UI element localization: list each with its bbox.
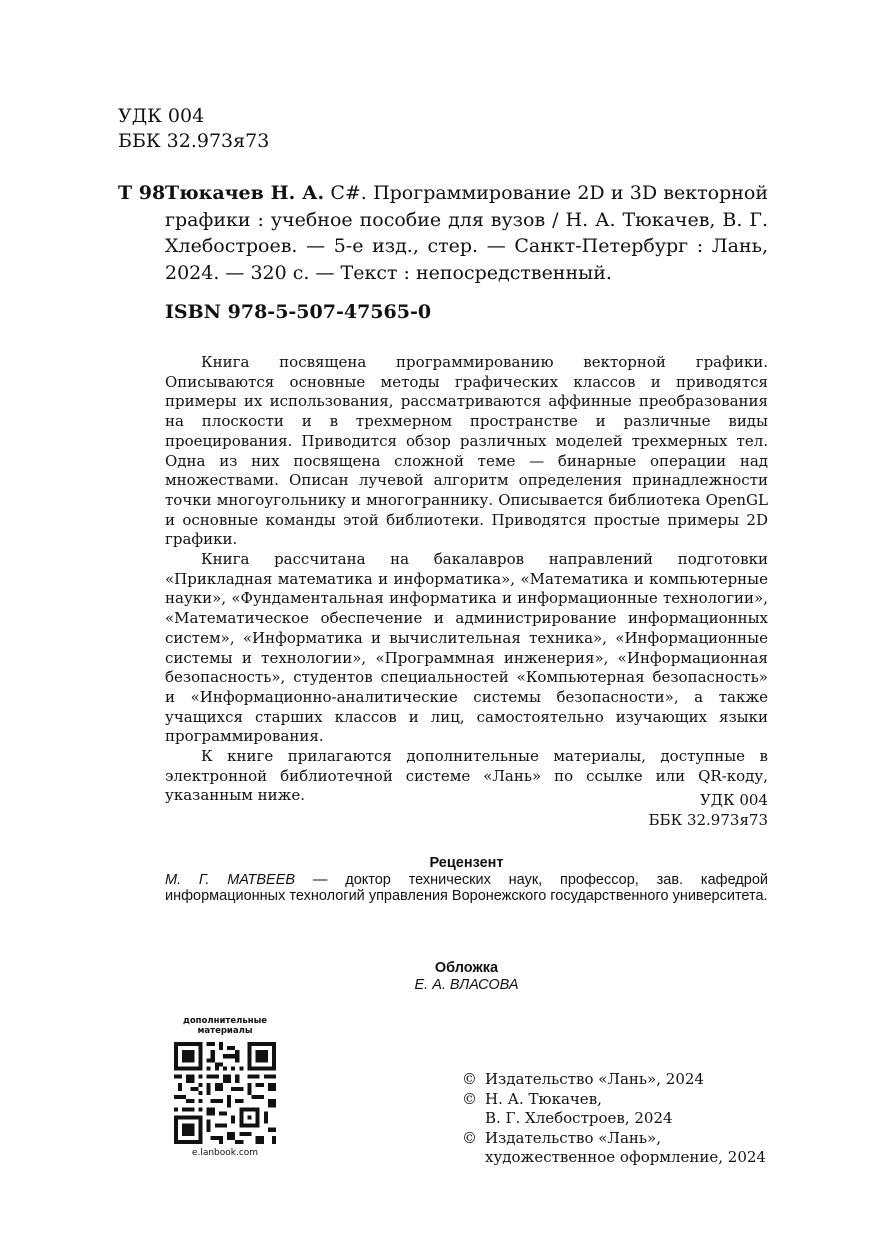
annotation-paragraph: Книга рассчитана на бакалавров направлений подготовки «Прикладная математика и информатика», «Математика и компьютерные науки», «Фундаментальная информатика и информационные технологии», «Математическое обеспечение и администрирование информационных систем», «Информатика и вычислительная техника», «Информационные системы и технологии», «Программная инженерия», «Информационная безопасность», студентов специальностей «Компьютерная безопасность» и «Информационно-аналитические системы безопасности», а также учащихся старших классов и лиц, самостоятельно изучающих языки программирования. (165, 550, 768, 746)
qr-caption-line: материалы (197, 1026, 253, 1036)
bbk-code: ББК 32.973я73 (118, 130, 270, 152)
cover-designer: Е. А. ВЛАСОВА (414, 977, 519, 993)
copyright-line: художественное оформление, 2024 (485, 1148, 766, 1166)
copyright-line: В. Г. Хлебостроев, 2024 (485, 1109, 673, 1127)
copyright-symbol: © (462, 1070, 477, 1088)
qr-caption-line: дополнительные (182, 1016, 268, 1026)
copyright-symbol: © (462, 1089, 477, 1108)
cover-heading: Обложка (434, 960, 499, 976)
cover-section (165, 960, 768, 994)
bibliographic-description: C#. Программирование 2D и 3D векторной графики : учебное пособие для вузов / Н. А. Тюкачев, В. Г. Хлебостроев. — 5-е изд., стер. — Санкт-Петербург : Лань, 2024. — 320 с. — Текст : непосредственный. (165, 182, 768, 284)
qr-block (168, 1016, 282, 1159)
qr-caption (168, 1016, 282, 1036)
annotation-paragraph: Книга посвящена программированию векторной графики. Описываются основные методы графических классов и приводятся примеры их использования, рассматриваются аффинные преобразования на плоскости и в трехмерном пространстве и различные виды проецирования. Приводится обзор различных моделей трехмерных тел. Одна из них посвящена сложной теме — бинарные операции над множествами. Описан лучевой алгоритм определения принадлежности точки многоугольнику и многограннику. Описывается библиотека OpenGL и основные команды этой библиотеки. Приводятся простые примеры 2D графики. (165, 353, 768, 549)
udk-bbk-top (118, 104, 269, 154)
qr-url[interactable]: e.lanbook.com (191, 1148, 259, 1158)
reviewer-text (165, 872, 768, 905)
author-mark: Т 98 (118, 182, 166, 204)
copyright-line: Н. А. Тюкачев, (485, 1089, 602, 1108)
udk-code: УДК 004 (118, 105, 205, 127)
udk-bbk-bottom (649, 790, 768, 830)
author-name: Тюкачев Н. А. (165, 182, 325, 204)
reviewer-description: — доктор технических наук, профессор, зав. кафедрой информационных технологий управления Воронежского государственного университета. (165, 871, 768, 904)
copyright-block (462, 1070, 766, 1168)
annotation (165, 353, 768, 806)
qr-code-icon[interactable] (174, 1042, 276, 1144)
udk-code: УДК 004 (699, 791, 768, 809)
reviewer-heading: Рецензент (429, 855, 504, 871)
copyright-symbol: © (462, 1128, 477, 1147)
copyright-entry (462, 1090, 766, 1129)
copyright-entry (462, 1070, 766, 1090)
annotation-paragraph: К книге прилагаются дополнительные материалы, доступные в электронной библиотечной системе «Лань» по ссылке или QR-коду, указанным ниже. (165, 747, 768, 805)
copyright-line: Издательство «Лань», 2024 (485, 1070, 704, 1088)
bibliographic-record (165, 180, 768, 286)
bbk-code: ББК 32.973я73 (648, 811, 768, 829)
reviewer-section (165, 855, 768, 905)
reviewer-name: М. Г. МАТВЕЕВ (165, 871, 296, 888)
copyright-line: Издательство «Лань», (485, 1128, 662, 1147)
copyright-entry (462, 1129, 766, 1168)
isbn: ISBN 978-5-507-47565-0 (165, 301, 432, 323)
